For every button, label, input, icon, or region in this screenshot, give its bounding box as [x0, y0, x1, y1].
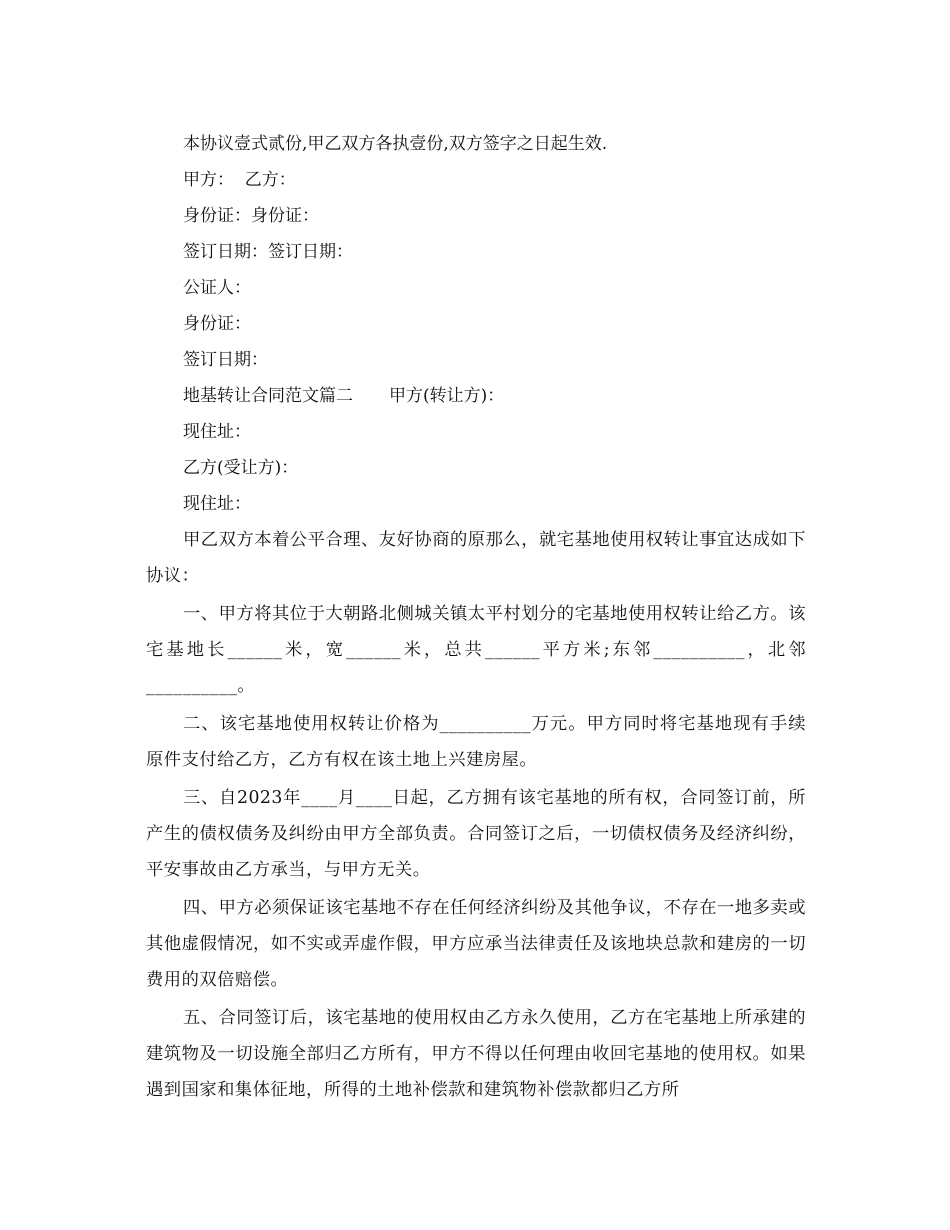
- party-a-transferor: 甲方(转让方)：: [389, 386, 505, 406]
- clause-4: 四、甲方必须保证该宅基地不存在任何经济纠纷及其他争议，不存在一地多卖或其他虚假情况，如不实或弄虚作假，甲方应承当法律责任及该地块总款和建房的一切费用的双倍赔偿。: [146, 898, 806, 990]
- sign-date-labels: 签订日期：签订日期：: [183, 242, 353, 262]
- party-b-address: 现住址：: [183, 494, 251, 514]
- document-body: [146, 126, 806, 1108]
- clause-1: 一、甲方将其位于大朝路北侧城关镇太平村划分的宅基地使用权转让给乙方。该宅基地长______米，宽______米，总共______平方米;东邻__________，北邻__________。: [146, 604, 806, 696]
- notary-date-label: 签订日期：: [183, 350, 268, 370]
- section-heading-line: [146, 378, 806, 414]
- clause-2: 二、该宅基地使用权转让价格为__________万元。甲方同时将宅基地现有手续原件支付给乙方，乙方有权在该土地上兴建房屋。: [146, 714, 806, 770]
- party-a-address: 现住址：: [183, 422, 251, 442]
- notary-id-label: 身份证：: [183, 314, 251, 334]
- validity-clause: 本协议壹式贰份,甲乙双方各执壹份,双方签字之日起生效.: [183, 134, 608, 154]
- party-labels: 甲方： 乙方：: [183, 170, 296, 190]
- id-labels: 身份证：身份证：: [183, 206, 319, 226]
- intro-paragraph: 甲乙双方本着公平合理、友好协商的原那么，就宅基地使用权转让事宜达成如下协议：: [146, 530, 806, 586]
- section-title: 地基转让合同范文篇二: [183, 386, 353, 406]
- party-b-transferee: 乙方(受让方)：: [183, 458, 299, 478]
- clause-5: 五、合同签订后，该宅基地的使用权由乙方永久使用，乙方在宅基地上所承建的建筑物及一切设施全部归乙方所有，甲方不得以任何理由收回宅基地的使用权。如果遇到国家和集体征地，所得的土地补偿款和建筑物补偿款都归乙方所: [146, 1008, 806, 1100]
- notary-label: 公证人：: [183, 278, 251, 298]
- clause-3: 三、自2023年____月____日起，乙方拥有该宅基地的所有权，合同签订前，所产生的债权债务及纠纷由甲方全部负责。合同签订之后，一切债权债务及经济纠纷，平安事故由乙方承当，与甲方无关。: [146, 788, 806, 880]
